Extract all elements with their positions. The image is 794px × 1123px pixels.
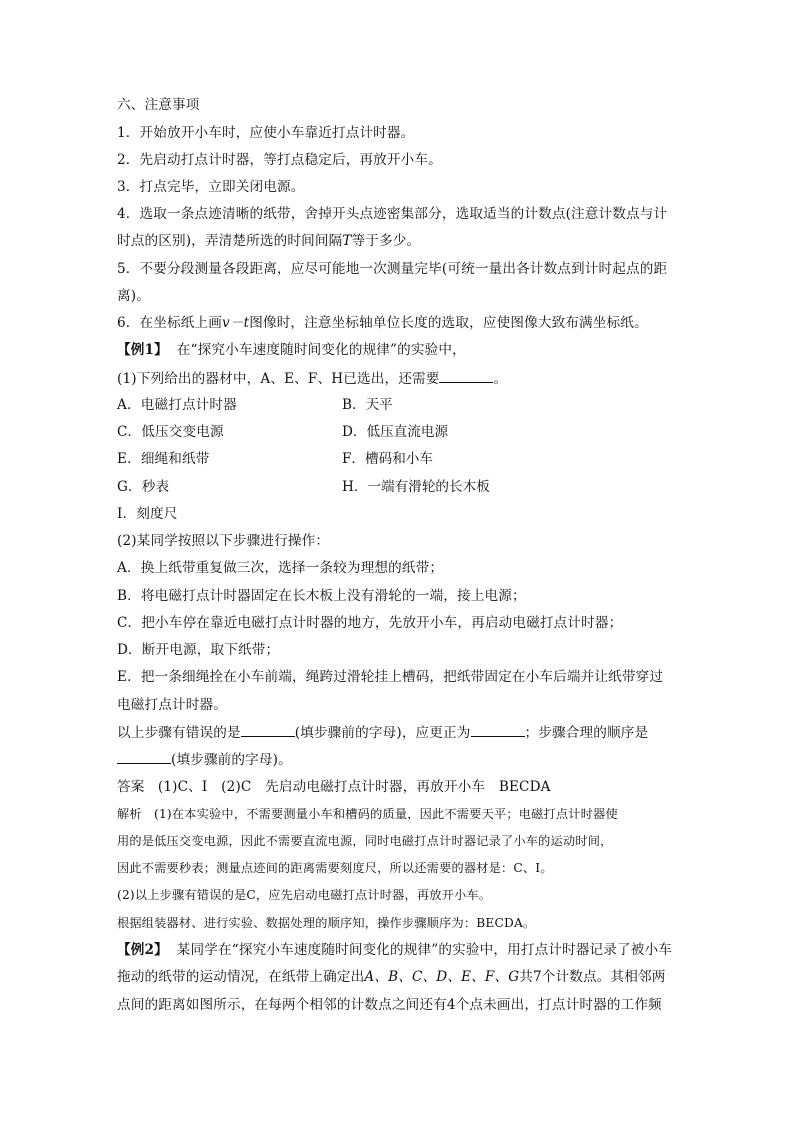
point-letters: A、B、C、D、E、F、G bbox=[364, 969, 520, 985]
note-item-5-line1: 5．不要分段测量各段距离，应尽可能地一次测量完毕(可统一量出各计数点到计时起点的距 bbox=[117, 261, 668, 277]
option-B: B．天平 bbox=[342, 397, 393, 413]
analysis-line-4: (2)以上步骤有错误的是C，应先启动电磁打点计时器，再放开小车。 bbox=[117, 888, 492, 902]
option-A: A．电磁打点计时器 bbox=[117, 397, 237, 413]
example1-q1: (1)下列给出的器材中，A、E、F、H已选出，还需要 。 bbox=[117, 371, 508, 387]
note-item-4-line1: 4．选取一条点迹清晰的纸带，舍掉开头点迹密集部分，选取适当的计数点(注意计数点与计 bbox=[117, 206, 668, 222]
example2-line-3: 点间的距离如图所示，在每两个相邻的计数点之间还有4个点未画出，打点计时器的工作频 bbox=[117, 997, 662, 1013]
analysis-line-3: 因此不需要秒表；测量点迹间的距离需要刻度尺，所以还需要的器材是：C、I。 bbox=[117, 861, 553, 875]
fill-line-2: (填步骤前的字母)。 bbox=[117, 750, 687, 769]
example1-tag: 【例1】 bbox=[117, 342, 168, 358]
example1-stem: 【例1】 在“探究小车速度随时间变化的规律”的实验中， bbox=[117, 342, 466, 358]
analysis-line-1: 解析 (1)在本实验中，不需要测量小车和槽码的质量，因此不需要天平；电磁打点计时器使 bbox=[117, 807, 618, 821]
answer-blank-4 bbox=[117, 750, 171, 764]
step-C: C．把小车停在靠近电磁打点计时器的地方，先放开小车，再启动电磁打点计时器； bbox=[117, 615, 623, 631]
example2-tag: 【例2】 bbox=[117, 942, 168, 958]
answer-blank-2 bbox=[241, 723, 295, 737]
section-heading: 六、注意事项 bbox=[117, 97, 200, 113]
step-B: B．将电磁打点计时器固定在长木板上没有滑轮的一端，接上电源； bbox=[117, 588, 526, 604]
answer-blank-3 bbox=[471, 723, 525, 737]
var-T: T bbox=[342, 233, 352, 249]
option-F: F．槽码和小车 bbox=[342, 451, 433, 467]
note-item-4-line2: 时点的区别)，弄清楚所选的时间间隔T等于多少。 bbox=[117, 233, 421, 249]
note-item-1: 1．开始放开小车时，应使小车靠近打点计时器。 bbox=[117, 125, 415, 141]
step-E-line1: E．把一条细绳拴在小车前端，绳跨过滑轮挂上槽码，把纸带固定在小车后端并让纸带穿过 bbox=[117, 669, 664, 685]
option-D: D．低压直流电源 bbox=[342, 424, 449, 440]
option-H: H．一端有滑轮的长木板 bbox=[342, 479, 490, 495]
example2-line-2: 拖动的纸带的运动情况，在纸带上确定出A、B、C、D、E、F、G共7个计数点。其相邻两 bbox=[117, 969, 666, 985]
fill-line-1: 以上步骤有错误的是 (填步骤前的字母)，应更正为 ；步骤合理的顺序是 bbox=[117, 725, 649, 741]
answer-blank-1 bbox=[439, 369, 493, 383]
note-item-6: 6．在坐标纸上画v－t图像时，注意坐标轴单位长度的选取，应使图像大致布满坐标纸。 bbox=[117, 315, 648, 331]
note-item-3: 3．打点完毕，立即关闭电源。 bbox=[117, 179, 305, 195]
option-I: I．刻度尺 bbox=[117, 506, 178, 522]
analysis-line-2: 用的是低压交变电源，因此不需要直流电源，同时电磁打点计时器记录了小车的运动时间， bbox=[117, 834, 613, 848]
note-item-5-line2: 离)。 bbox=[117, 288, 150, 304]
note-item-2: 2．先启动打点计时器，等打点稳定后，再放开小车。 bbox=[117, 152, 442, 168]
step-A: A．换上纸带重复做三次，选择一条较为理想的纸带； bbox=[117, 560, 444, 576]
step-D: D．断开电源，取下纸带； bbox=[117, 642, 280, 658]
example1-q2: (2)某同学按照以下步骤进行操作： bbox=[117, 533, 330, 549]
answer-line: 答案 (1)C、I (2)C 先启动电磁打点计时器，再放开小车 BECDA bbox=[117, 779, 551, 795]
option-C: C．低压交变电源 bbox=[117, 424, 224, 440]
example2-line-1: 【例2】 某同学在“探究小车速度随时间变化的规律”的实验中，用打点计时器记录了被小车 bbox=[117, 942, 673, 958]
var-vt: v－t bbox=[222, 315, 250, 331]
answer-label: 答案 bbox=[117, 779, 145, 795]
option-G: G．秒表 bbox=[117, 479, 170, 495]
step-E-line2: 电磁打点计时器。 bbox=[117, 697, 227, 713]
option-E: E．细绳和纸带 bbox=[117, 451, 210, 467]
analysis-label: 解析 bbox=[117, 807, 142, 821]
analysis-line-5: 根据组装器材、进行实验、数据处理的顺序知，操作步骤顺序为：BECDA。 bbox=[117, 916, 536, 930]
